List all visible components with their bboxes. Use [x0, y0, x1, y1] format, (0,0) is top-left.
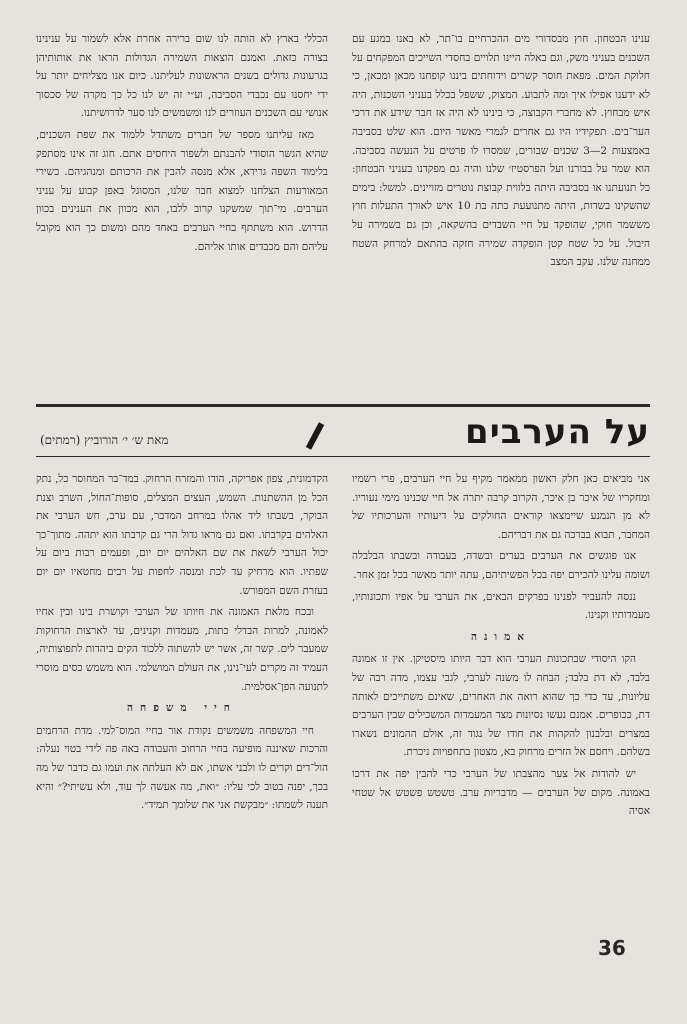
- top-left-column: [36, 30, 328, 390]
- paragraph: ננסה להעביר לפנינו בפרקים הבאים, את הערבי על אפיו ותכונותיו, מעמדותיו וקנינו.: [352, 590, 650, 622]
- page-number: 36: [598, 936, 626, 960]
- article-left-column: [36, 470, 328, 940]
- paragraph: מאז עליתנו מספר של חברים משתדל ללמוד את שפת השכנים, שהיא הגשר הוסודי להבנתם ולשפור היחסים אתם. חוג זה אינו מסתפק בלימוד השפה גרידא, אלא מנסה להבין את הרכותם ומנהגיהם. כשירי המאורעות הצלחנו למצוא חבר שלנו, המסוגל באפן קבוע על עניני הערבים. מי־תוך שמשקנו קרוב ללבו, הוא מכוון את הענינים בכוון הדרוש. הוא משתתף בחיי הערבים באחד מהם ומשום כך הוא מקובל עליהם והם מכבדים אותו אליהם.: [36, 128, 328, 253]
- paragraph: חיי המשפחה משמשים נקודת אור בחיי המוס־למי. מדת הרחמים והרכות שאיננה מופיעה בחיי הרחוב והעבודה באה פה לידי בטוי נעלה: הול־דים וקרים לו ולבני אשתו, אם לא העלתה את ועמו גם כדבר של מה בכך, יפנה בטוב לכי עליו: ״ואת, מה אעשה לך עוד, ולא עשיתי?״ והיא תענה לשמתו: ״מבקשת אני את שלומך תמיד״.: [36, 724, 328, 812]
- intro-paragraph: אני מביאים כאן חלק ראשון ממאמר מקיף על חיי הערבים, פרי רשמיו ומחקריו של איכר בן איכר, הקרוב קרבה יתרה אל חיי שכנינו מימי נעוריו. לא מן הנמנע שיימצאו קוראים החולקים על דיעותיו והערכותיו של המחבר, תבוא בברכה גם את דבריהם.: [352, 473, 650, 541]
- paragraph: הקו היסודי שבתכונות הערבי הוא דבר היותו מיסטיקן. אין זו אמונה בלבד, לא דת בלבד; הבחה לו משנה לערבי, לגבי עצמו, מדה רבה של עליונות, עד כדי כך שהוא רואה את האחרים, שאינם משתייכים לאותה דת, ככופרים. אמנם נעשו נסיונות מצד המעמדות המשכילים שבין הערבים במצרים ובלבנון להקהות את חודו של נגוד זה, אולם ההמונים נשארו בשלהם. ויחסם אל הזרים מרחוק בא, מצטון בתחפויות ניכרת.: [352, 653, 650, 759]
- paragraph: הקדמונית, צפון אפריקה, הודו והמזרח הרחוק. במד־בר המחוסר כל, נתק הכל מן ההשתנות. השמש, העצים המצלים, סופות־החול, השרב וצנת הבוקר, בשבתו ליד אהלו במרחב המדבר, עם ערב, חש הערבי את האלהים בקרבתו. ואם גם מראו גדול הרי גם קרבתו הוא יתהה. מתוך־כך יכול הערבי לשאת את שם האלהים יום יום, ופעמים רבות ביום על שפתיו. הוא מרחיק עד לכת ומנסה לחפות על רבים מחטאיו יום יום בעזרת השם המפורש.: [36, 473, 328, 597]
- paragraph: אנו פוגשים את הערבים בערים ובשדה, בעבודה ובשבתו הבלבלה ושומה עלינו להכירם יפה בכל הפשיתיהם, עתה יותר מאשר בכל זמן אחר.: [352, 550, 650, 581]
- top-right-column: [352, 30, 650, 380]
- article-byline: מאת ש׳ י׳ הורוביץ (רמתים): [40, 433, 169, 447]
- article-right-column: [352, 470, 650, 940]
- section-heading: אמונה: [470, 630, 532, 643]
- paragraph: ובכח מלאת האמונה את חיותו של הערבי וקושרת בינו ובין אחיו לאמונה, למרות הבדלי כתות, מעמדות וקנינים, עד לארצות הרחוקות שמעבר לים. קשר זה, אשר יש להשתוה ללכוד הקים ביהדות לתפוצותיה, העמיד זה מקרים לעי־נינו, את העולם המושלמי. הוא משמש כסים מוסרי לתנועה הפן־אסלמית.: [36, 606, 328, 693]
- paragraph: הכללי בארץ לא הותה לנו שום ברירה אחרת אלא לשמור על ענינינו בצורה כזאת. ואמנם הוצאות השמירה הגדולות הראו את אותותיהן בגרעונות גדולים בשנים הראשונות לעליתנו. כיום אנו מצליחים יותר על ידי יחסנו עם נכבדי הסביבה, וע״י זה יש לנו כל כך מקרה של סכסוך אנושי עם השכנים העוזרים לנו ומשמשים לנו סער לדרושיתנו.: [36, 33, 328, 120]
- paragraph: יש להודות אל צער מהצבתו של הערבי כדי להבין יפה את דרכו באמונה. מקום של הערבים — מדבריות ערב. טשטש פשטש אל שטחי אסיה: [352, 767, 650, 818]
- paragraph: ענינו הבטחון. חוץ מבסדורי מים ההכרחיים בו־תר, לא באנו במגע עם השכנים בעניני משק, וגם באלה היינו תלויים בחסדי השייכים המפקחים על חלוקת המים. מפאת חוסר קשרים וידוחתים ביננו קופחנו מכאן ומכאן, כי לא ידענו אפילו איך ומה לתבוע. המצוק, ששפל בכלל בעניני השכנות, היה איש מבחוץ. לא מחברי הקבוצה, כי בינינו לא היה אז חבר שידע את דרכי הער־בים. תפקידיו היו גם אחרים לגמרי מאשר היום. הוא שלט בסביבה באמצעות 2—3 שכנים שבורים, שמסרו לו פרטים על הנעשה בסביבה. הוא שמר על בבורנו ועל הפרסטיז׳ שלנו והיה גם מפקדנו בעניני הבטחון: כל תנועתנו או בסביבה היתה בלווית קבוצת נוטרים מזויינים. למשל: בימים שהשקינו בשדות, היתה מתנועעת כתה בת 10 איש לאורך התעלות חוץ מששמר חוקי, שהופקד על חיי השבדים בהשקאה, וכן גם בשמירה על היבול. על כל שטח קטן הופקדה שמירה חזקה בהתאם למרחק השטח ממחנה שלנו. עקב המצב: [352, 33, 650, 269]
- section-heading: חיי משפחה: [127, 702, 237, 715]
- header-rule-top: [36, 404, 650, 407]
- article-title: על הערבים: [465, 412, 650, 452]
- slash-ornament: [306, 422, 324, 450]
- header-rule-bottom: [36, 456, 650, 457]
